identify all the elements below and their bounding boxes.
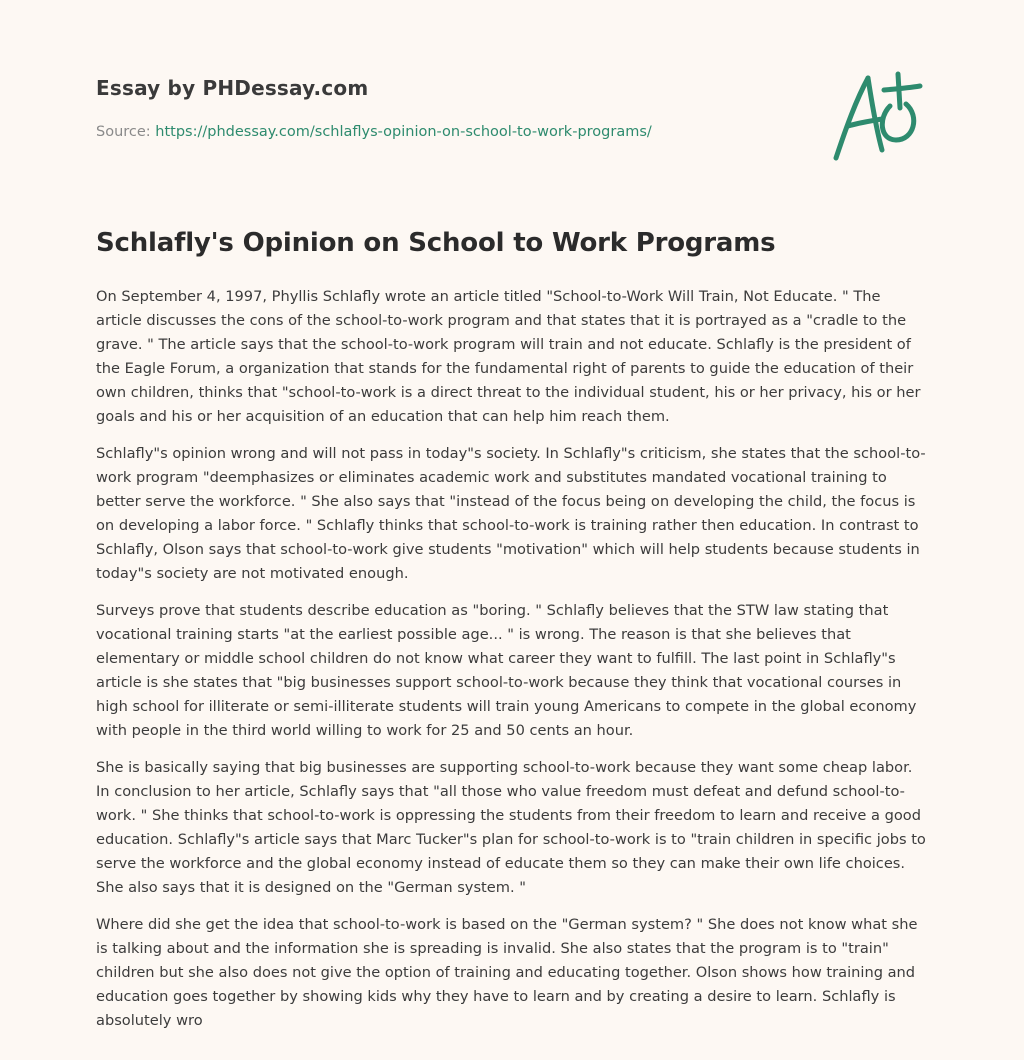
essay-body bbox=[96, 285, 929, 1046]
essay-paragraph: On September 4, 1997, Phyllis Schlafly wrote an article titled "School-to-Work Will Train, Not Educate. " The article discusses the cons of the school-to-work program and that states that it is portrayed as a "cradle to the grave. " The article says that the school-to-work program will train and not educate. Schlafly is the president of the Eagle Forum, a organization that stands for the fundamental right of parents to guide the education of their own children, thinks that "school-to-work is a direct threat to the individual student, his or her privacy, his or her goals and his or her acquisition of an education that can help him reach them. bbox=[96, 288, 921, 425]
essay-paragraph: Surveys prove that students describe education as "boring. " Schlafly believes that the STW law stating that vocational training starts "at the earliest possible age... " is wrong. The reason is that she believes that elementary or middle school children do not know what career they want to fulfill. The last point in Schlafly"s article is she states that "big businesses support school-to-work because they think that vocational courses in high school for illiterate or semi-illiterate students will train young Americans to compete in the global economy with people in the third world willing to work for 25 and 50 cents an hour. bbox=[96, 602, 917, 739]
essay-title: Schlafly's Opinion on School to Work Programs bbox=[96, 228, 776, 258]
source-label: Source: bbox=[96, 124, 156, 140]
a-plus-logo-icon bbox=[828, 66, 928, 166]
source-line bbox=[96, 124, 652, 140]
essay-paragraph: She is basically saying that big businesses are supporting school-to-work because they want some cheap labor. In conclusion to her article, Schlafly says that "all those who value freedom must defeat and defund school-to-work. " She thinks that school-to-work is oppressing the students from their freedom to learn and receive a good education. Schlafly"s article says that Marc Tucker"s plan for school-to-work is to "train children in specific jobs to serve the workforce and the global economy instead of educate them so they can make their own life choices. She also says that it is designed on the "German system. " bbox=[96, 759, 926, 896]
essay-paragraph: Where did she get the idea that school-to-work is based on the "German system? " She does not know what she is talking about and the information she is spreading is invalid. She also states that the program is to "train" children but she also does not give the option of training and educating together. Olson shows how training and education goes together by showing kids why they have to learn and by creating a desire to learn. Schlafly is absolutely wro bbox=[96, 916, 918, 1029]
page-header bbox=[96, 0, 928, 190]
source-link[interactable]: https://phdessay.com/schlaflys-opinion-on-school-to-work-programs/ bbox=[155, 124, 652, 140]
essay-paragraph: Schlafly"s opinion wrong and will not pass in today"s society. In Schlafly"s criticism, she states that the school-to-work program "deemphasizes or eliminates academic work and substitutes mandated vocational training to better serve the workforce. " She also says that "instead of the focus being on developing the child, the focus is on developing a labor force. " Schlafly thinks that school-to-work is training rather then education. In contrast to Schlafly, Olson says that school-to-work give students "motivation" which will help students because students in today"s society are not motivated enough. bbox=[96, 445, 926, 582]
site-brand: Essay by PHDessay.com bbox=[96, 76, 369, 100]
